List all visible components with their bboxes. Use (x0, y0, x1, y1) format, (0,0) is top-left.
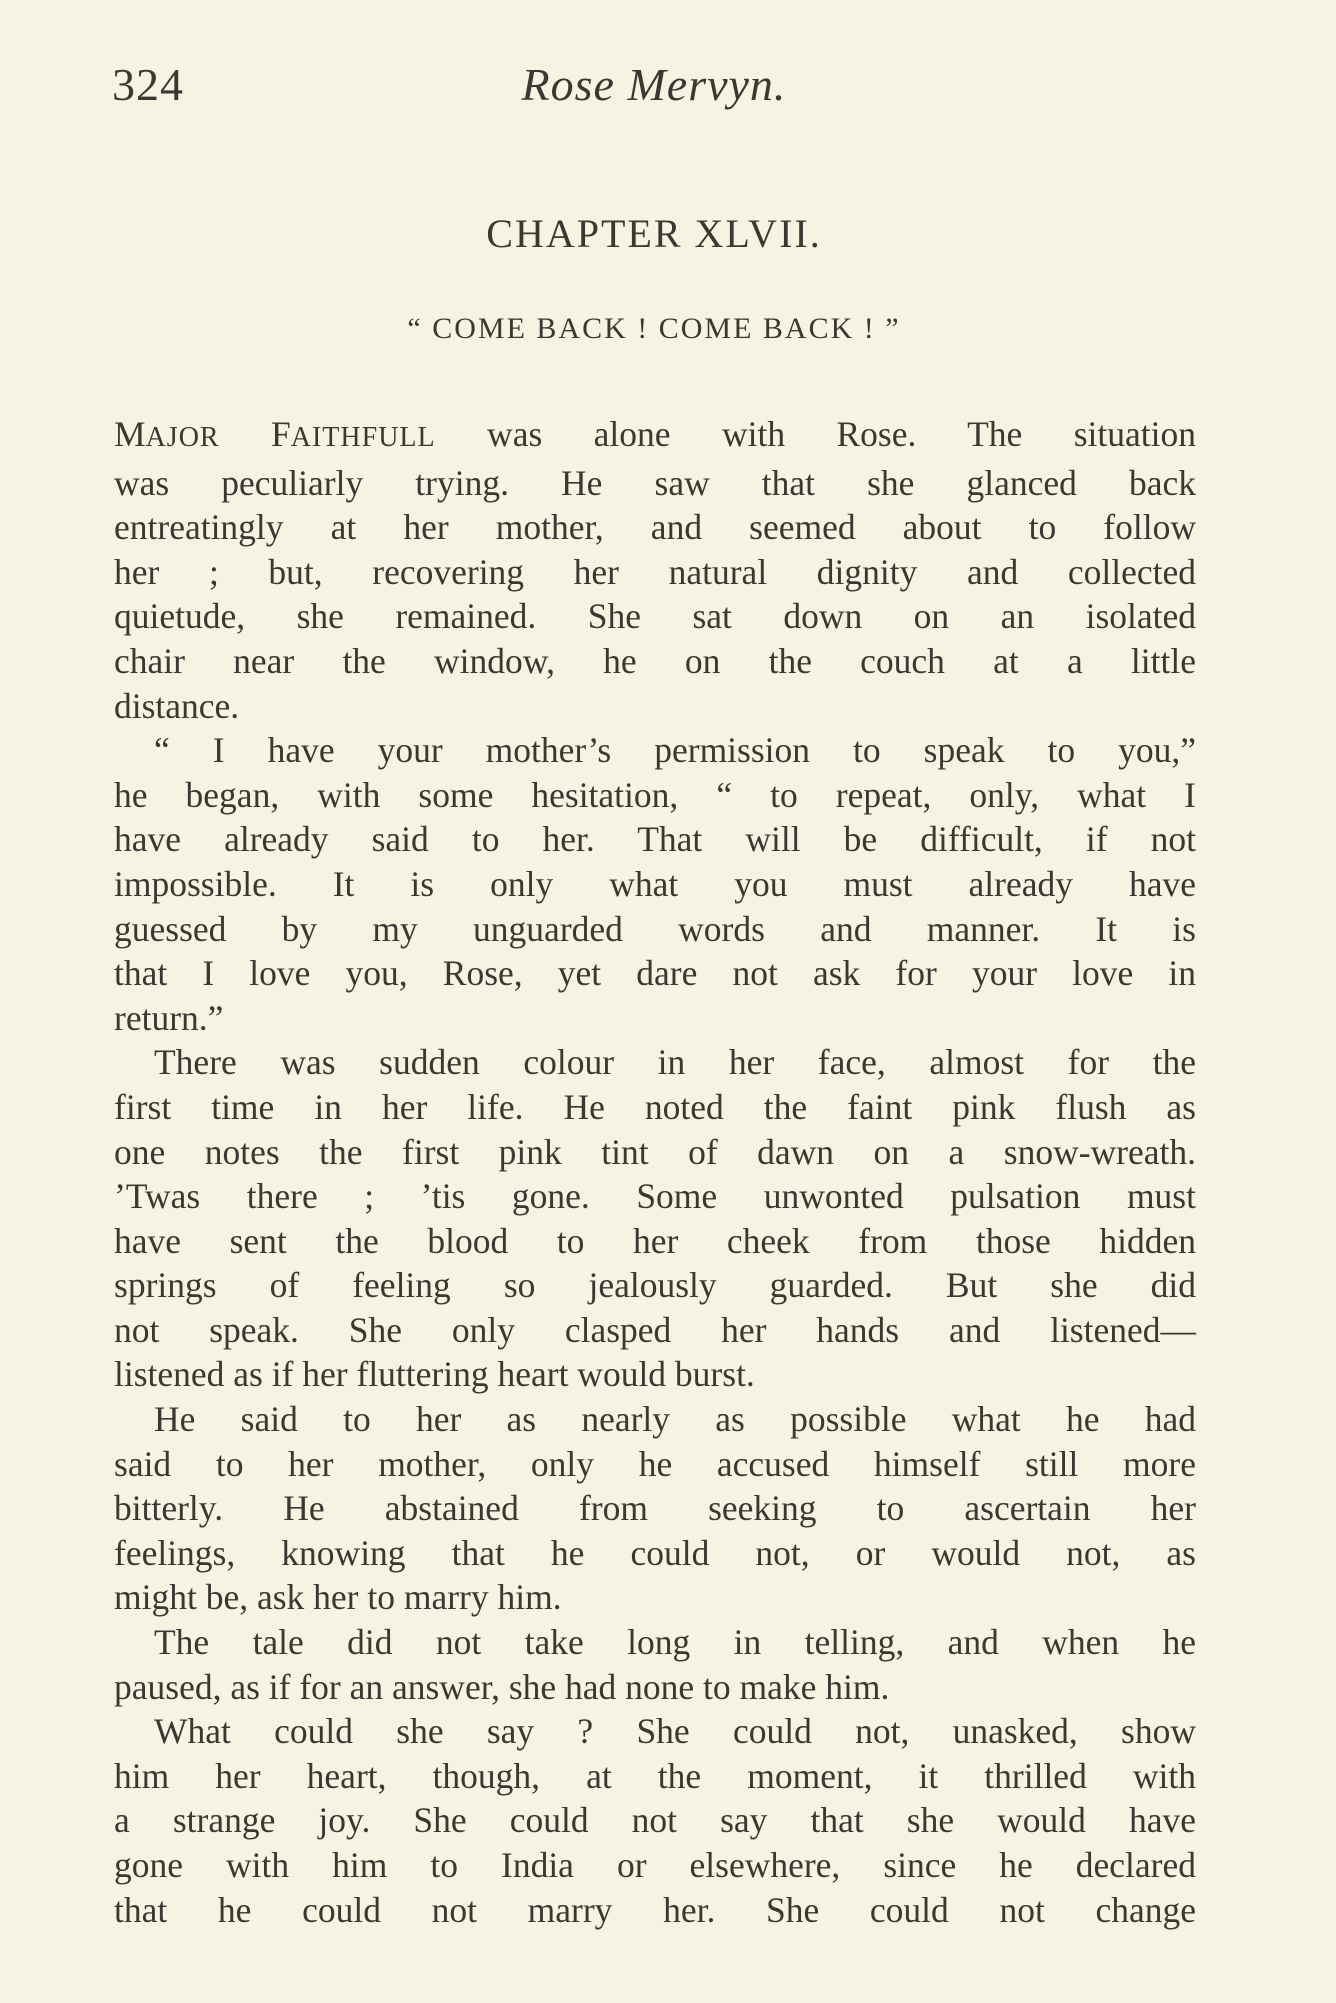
page-number: 324 (112, 59, 184, 110)
text-line: have already said to her. That will be difficult, if not (114, 819, 1196, 860)
chapter-subtitle: “ COME BACK ! COME BACK ! ” (407, 312, 901, 345)
text-line: ’Twas there ; ’tis gone. Some unwonted pulsation must (114, 1176, 1196, 1217)
text-line: return.” (114, 997, 224, 1038)
text-line: What could she say ? She could not, unasked, show (154, 1711, 1196, 1752)
chapter-heading: CHAPTER XLVII. (486, 211, 822, 256)
book-title: Rose Mervyn. (521, 59, 787, 110)
text-line: him her heart, though, at the moment, it thrilled with (114, 1755, 1196, 1796)
text-line: a strange joy. She could not say that she would have (114, 1800, 1196, 1841)
text-line: that he could not marry her. She could not change (114, 1889, 1196, 1930)
text-line: feelings, knowing that he could not, or would not, as (114, 1532, 1196, 1573)
text-line: he began, with some hesitation, “ to repeat, only, what I (114, 774, 1196, 815)
text-line: “ I have your mother’s permission to speak to you,” (154, 730, 1196, 771)
running-head (112, 58, 1196, 128)
text-line: bitterly. He abstained from seeking to ascertain her (114, 1488, 1196, 1529)
text-line: her ; but, recovering her natural dignity and collected (114, 551, 1196, 592)
text-line: not speak. She only clasped her hands and listened— (114, 1309, 1196, 1350)
opening-surname-rest: AITHFULL (290, 422, 436, 453)
text-line: might be, ask her to marry him. (114, 1577, 562, 1618)
text-line: He said to her as nearly as possible what he had (154, 1399, 1196, 1440)
text-line-content: was alone with Rose. The situation (435, 414, 1197, 454)
text-line: first time in her life. He noted the faint pink flush as (114, 1086, 1196, 1127)
text-line: gone with him to India or elsewhere, since he declared (114, 1845, 1196, 1885)
text-line: guessed by my unguarded words and manner. It is (114, 908, 1196, 949)
text-line: impossible. It is only what you must already have (114, 863, 1196, 904)
text-line (114, 412, 1196, 461)
text-line: said to her mother, only he accused himself still more (114, 1443, 1196, 1484)
opening-name-initial: M (114, 414, 146, 454)
text-line: There was sudden colour in her face, almost for the (154, 1042, 1196, 1083)
text-line: have sent the blood to her cheek from those hidden (114, 1220, 1196, 1261)
text-line: was peculiarly trying. He saw that she glanced back (114, 462, 1196, 503)
text-line: The tale did not take long in telling, and when he (154, 1622, 1196, 1663)
text-line: entreatingly at her mother, and seemed about to follow (114, 507, 1196, 548)
text-line: one notes the first pink tint of dawn on a snow-wreath. (114, 1131, 1196, 1172)
text-line: listened as if her fluttering heart would burst. (114, 1354, 755, 1395)
text-line: springs of feeling so jealously guarded. But she did (114, 1265, 1196, 1306)
text-line: quietude, she remained. She sat down on an isolated (114, 596, 1196, 637)
opening-name-rest: AJOR (145, 422, 220, 453)
text-line: paused, as if for an answer, she had none to make him. (114, 1666, 890, 1707)
opening-surname-initial: F (271, 414, 291, 454)
text-line: chair near the window, he on the couch at a little (114, 640, 1196, 681)
body-text (114, 412, 1196, 1932)
text-line: that I love you, Rose, yet dare not ask for your love in (114, 953, 1196, 994)
text-line: distance. (114, 685, 240, 726)
